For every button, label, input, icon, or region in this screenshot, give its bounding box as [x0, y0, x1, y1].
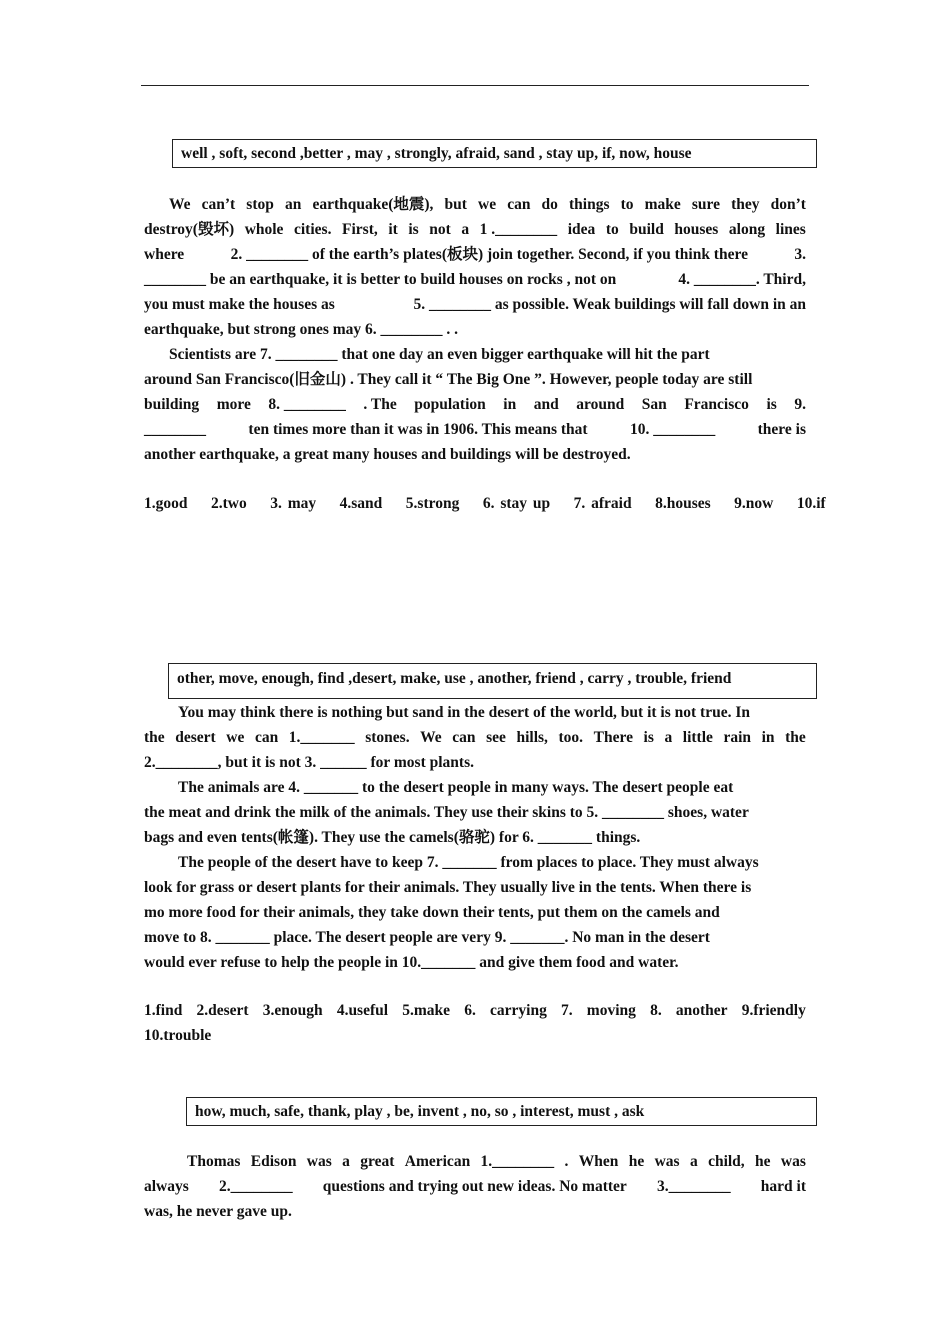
passage-line: 2.________, but it is not 3. ______ for most plants.	[144, 754, 474, 771]
passage-line: would ever refuse to help the people in 10._______ and give them food and water.	[144, 954, 679, 971]
passage-line: where 2. ________ of the earth’s plates(板块) join together. Second, if you think there 3.	[144, 246, 806, 263]
word-bank-box-2	[168, 663, 817, 699]
passage-line: We can’t stop an earthquake(地震), but we can do things to make sure they don’t	[169, 196, 806, 213]
word-bank-text-1: well , soft, second ,better , may , strongly, afraid, sand , stay up, if, now, house	[181, 145, 692, 162]
passage-line: around San Francisco(旧金山) . They call it “ The Big One ”. However, people today are still	[144, 371, 753, 388]
passage-line: always 2.________ questions and trying out new ideas. No matter 3.________ hard it	[144, 1178, 806, 1195]
passage-1	[144, 192, 806, 467]
word-bank-text-2: other, move, enough, find ,desert, make, use , another, friend , carry , trouble, friend	[177, 670, 732, 687]
word-bank-text-3: how, much, safe, thank, play , be, invent , no, so , interest, must , ask	[195, 1103, 645, 1120]
passage-line: the desert we can 1._______ stones. We can see hills, too. There is a little rain in the	[144, 729, 806, 746]
passage-line: ________ be an earthquake, it is better to build houses on rocks , not on 4. ________. Third,	[144, 271, 806, 288]
passage-line: the meat and drink the milk of the animals. They use their skins to 5. ________ shoes, water	[144, 804, 749, 821]
passage-line: earthquake, but strong ones may 6. ________ . .	[144, 321, 459, 338]
answer-line: 1.find 2.desert 3.enough 4.useful 5.make 6. carrying 7. moving 8. another 9.friendly	[144, 1002, 806, 1019]
passage-line: ________ ten times more than it was in 1906. This means that 10. ________ there is	[144, 421, 806, 438]
answer-key-2	[144, 998, 806, 1048]
passage-line: mo more food for their animals, they take down their tents, put them on the camels and	[144, 904, 720, 921]
passage-line: Thomas Edison was a great American 1.________ . When he was a child, he was	[187, 1153, 806, 1170]
passage-line: The people of the desert have to keep 7. _______ from places to place. They must always	[178, 854, 759, 871]
passage-line: Scientists are 7. ________ that one day an even bigger earthquake will hit the part	[169, 346, 710, 363]
answer-line: 10.trouble	[144, 1027, 212, 1044]
passage-2	[144, 700, 806, 975]
passage-line: move to 8. _______ place. The desert people are very 9. _______. No man in the desert	[144, 929, 710, 946]
passage-3	[144, 1149, 806, 1224]
passage-line: bags and even tents(帐篷). They use the camels(骆驼) for 6. _______ things.	[144, 829, 641, 846]
word-bank-box-1	[172, 139, 817, 168]
passage-line: another earthquake, a great many houses and buildings will be destroyed.	[144, 446, 631, 463]
passage-line: building more 8. ________ . The population in and around San Francisco is 9.	[144, 396, 806, 413]
answer-key-1: 1.good 2.two 3. may 4.sand 5.strong 6. stay up 7. afraid 8.houses 9.now 10.if	[144, 495, 826, 512]
passage-line: you must make the houses as 5. ________ as possible. Weak buildings will fall down in an	[144, 296, 806, 313]
passage-line: You may think there is nothing but sand in the desert of the world, but it is not true. In	[178, 704, 750, 721]
passage-line: look for grass or desert plants for their animals. They usually live in the tents. When there is	[144, 879, 752, 896]
passage-line: The animals are 4. _______ to the desert people in many ways. The desert people eat	[178, 779, 734, 796]
passage-line: was, he never gave up.	[144, 1203, 292, 1220]
header-rule	[141, 85, 809, 86]
passage-line: destroy(毁坏) whole cities. First, it is not a 1 .________ idea to build houses along lines	[144, 221, 806, 238]
word-bank-box-3	[186, 1097, 817, 1126]
